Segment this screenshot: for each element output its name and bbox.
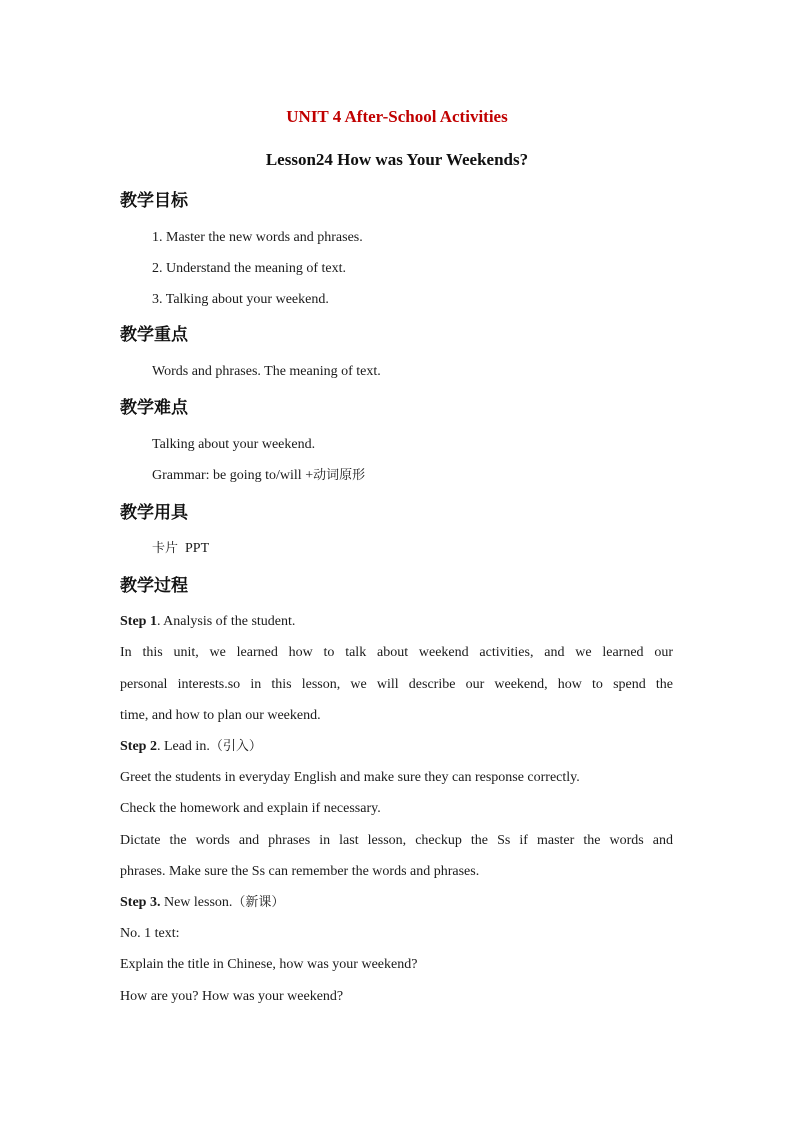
difficulties-heading: 教学难点 <box>120 398 188 418</box>
step3-line <box>120 894 284 912</box>
unit-title: UNIT 4 After-School Activities <box>286 107 508 126</box>
step2-detail: Greet the students in everyday English and make sure they can response correctly. <box>120 770 580 785</box>
lesson-title: Lesson24 How was Your Weekends? <box>265 150 529 169</box>
objective-item: 1. Master the new words and phrases. <box>152 230 363 245</box>
grammar-cn: 动词原形 <box>313 468 366 483</box>
tools-line <box>152 540 209 558</box>
step3-cn: （新课） <box>232 895 285 910</box>
tools-heading: 教学用具 <box>120 503 188 523</box>
step1-text: . Analysis of the student. <box>156 614 296 629</box>
step1-para-line: time, and how to plan our weekend. <box>120 708 321 723</box>
difficulties-grammar <box>152 467 365 485</box>
step3-detail: No. 1 text: <box>120 926 180 941</box>
step2-para-line: Dictate the words and phrases in last lesson, checkup the Ss if master the words and <box>120 833 673 848</box>
key-points-heading: 教学重点 <box>120 325 188 345</box>
step2-label: Step 2 <box>120 739 157 754</box>
grammar-text: Grammar: be going to/will + <box>152 468 314 483</box>
difficulties-line: Talking about your weekend. <box>152 437 316 452</box>
step3-detail: Explain the title in Chinese, how was your weekend? <box>120 957 418 972</box>
tools-cn: 卡片 <box>152 541 179 556</box>
step2-para-line: phrases. Make sure the Ss can remember the words and phrases. <box>120 864 480 879</box>
objective-item: 2. Understand the meaning of text. <box>152 261 347 276</box>
step1-para-line: In this unit, we learned how to talk about weekend activities, and we learned our <box>120 645 673 660</box>
objective-item: 3. Talking about your weekend. <box>152 292 329 307</box>
step3-detail: How are you? How was your weekend? <box>120 989 344 1004</box>
step2-text: . Lead in. <box>156 739 210 754</box>
step3-label: Step 3. <box>120 895 161 910</box>
key-points-text: Words and phrases. The meaning of text. <box>152 364 381 379</box>
step2-detail: Check the homework and explain if necessary. <box>120 801 381 816</box>
process-heading: 教学过程 <box>120 576 188 596</box>
step1-line <box>120 613 295 631</box>
step1-label: Step 1 <box>120 614 157 629</box>
tools-en: PPT <box>185 541 210 556</box>
step2-cn: （引入） <box>209 739 262 754</box>
objectives-heading: 教学目标 <box>120 191 188 211</box>
step2-line <box>120 738 262 756</box>
step1-para-line: personal interests.so in this lesson, we will describe our weekend, how to spend the <box>120 677 673 692</box>
step3-text: New lesson. <box>160 895 233 910</box>
